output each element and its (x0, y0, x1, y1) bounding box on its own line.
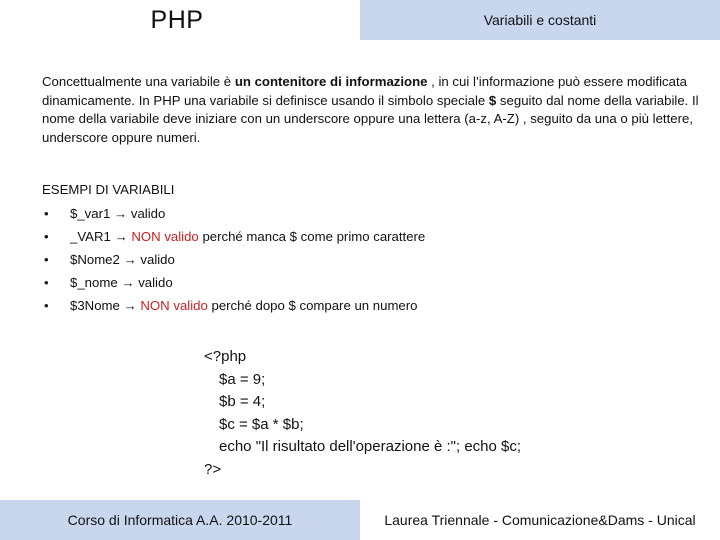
intro-bold-1: un contenitore di informazione (234, 74, 428, 89)
bullet-icon: • (44, 229, 49, 244)
variable-name: $3Nome (70, 298, 120, 313)
variable-status: valido (138, 275, 173, 290)
variable-status: valido (130, 206, 166, 221)
examples-list (42, 202, 682, 317)
variable-name: $Nome2 (70, 252, 120, 267)
slide-title: PHP (150, 5, 204, 34)
bullet-icon: • (44, 298, 49, 313)
intro-text-1: Concettualmente una variabile è (42, 74, 235, 89)
arrow-right-icon: → (114, 229, 128, 244)
intro-text-2: , in cui l’informazione può essere modificata dinamicamente. In PHP una variabile si definisce usando il simbolo speciale (42, 74, 687, 108)
variable-name: $_var1 (70, 206, 111, 221)
variable-status: NON valido (140, 298, 208, 313)
arrow-right-icon: → (123, 298, 137, 313)
code-open-tag: <?php (204, 348, 247, 365)
arrow-right-icon: → (123, 252, 137, 267)
code-line: echo "Il risultato dell'operazione è :"; echo $c; (219, 438, 522, 455)
code-line: $a = 9; (219, 370, 266, 388)
code-example (204, 346, 521, 481)
variable-name: $_nome (70, 275, 118, 290)
variable-status: valido (140, 252, 175, 267)
list-item (42, 248, 682, 271)
list-item (42, 225, 682, 248)
list-item (42, 294, 682, 317)
variable-name: _VAR1 (70, 229, 111, 244)
footer-course-text: Corso di Informatica A.A. 2010-2011 (67, 512, 293, 528)
footer-degree-text: Laurea Triennale - Comunicazione&Dams - Unical (384, 512, 696, 528)
footer-degree (360, 500, 720, 540)
examples-title: ESEMPI DI VARIABILI (42, 182, 175, 197)
bullet-icon: • (44, 252, 49, 267)
header-title-area (0, 0, 360, 40)
arrow-right-icon: → (121, 275, 135, 290)
intro-text-3: seguito dal nome della variabile. Il nome della variabile deve iniziare con un underscore oppure una lettera (a-z, A-Z) , seguito da una o più lettere, underscore oppure numeri. (42, 92, 699, 145)
variable-status: NON valido (131, 229, 199, 244)
bullet-icon: • (44, 275, 49, 290)
code-line: $c = $a * $b; (219, 415, 304, 433)
examples-section (42, 180, 682, 317)
code-close-tag: ?> (204, 460, 222, 478)
code-line: $b = 4; (219, 393, 266, 410)
list-item (42, 202, 682, 225)
arrow-right-icon: → (114, 206, 128, 221)
variable-note: perché dopo $ compare un numero (207, 298, 418, 313)
intro-paragraph (42, 73, 702, 147)
list-item (42, 271, 682, 294)
header-subtitle-area (360, 0, 720, 40)
variable-note: perché manca $ come primo carattere (198, 229, 426, 244)
footer-course (0, 500, 360, 540)
bullet-icon: • (44, 206, 49, 221)
intro-bold-2: $ (488, 92, 497, 108)
slide-subtitle: Variabili e costanti (483, 12, 597, 28)
